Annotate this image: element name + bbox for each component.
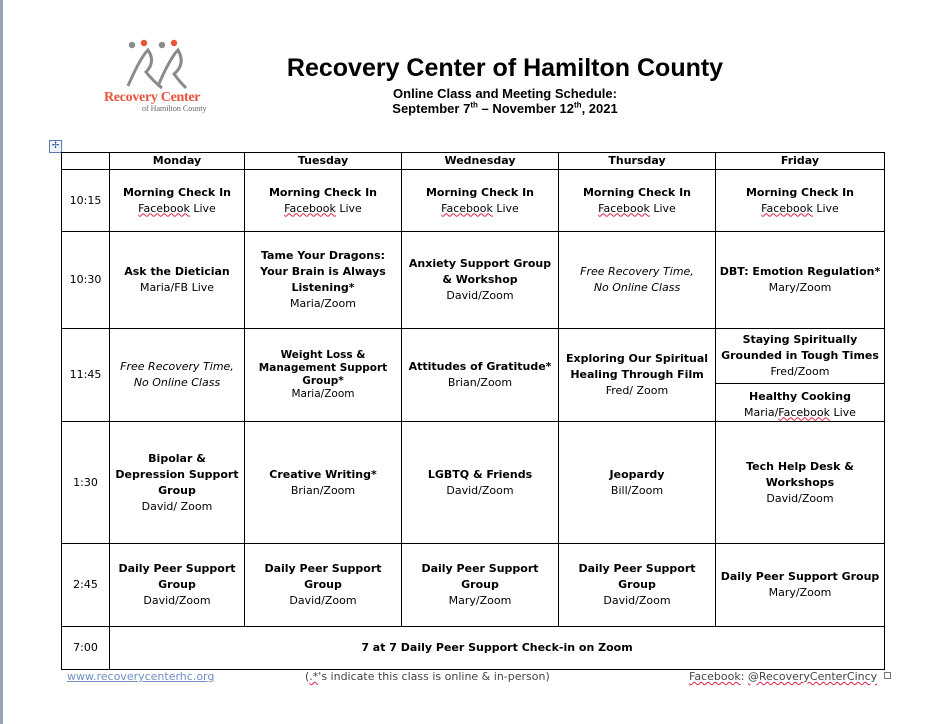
free-time-cell: Free Recovery Time, No Online Class <box>110 329 245 422</box>
free-time-cell: Free Recovery Time, No Online Class <box>559 232 716 329</box>
logo-text: Recovery Center <box>104 90 201 105</box>
class-cell: DBT: Emotion Regulation* Mary/Zoom <box>716 232 885 329</box>
class-cell: Bipolar & Depression Support Group David/ Zoom <box>110 422 245 544</box>
day-header-tuesday: Tuesday <box>245 153 402 170</box>
class-cell: Morning Check In Facebook Live <box>402 170 559 232</box>
day-header-monday: Monday <box>110 153 245 170</box>
table-resize-handle[interactable] <box>884 672 891 679</box>
table-row <box>62 329 885 422</box>
class-cell: Daily Peer Support Group Mary/Zoom <box>402 544 559 627</box>
website-link[interactable]: www.recoverycenterhc.org <box>67 670 215 683</box>
time-cell: 1:30 <box>62 422 110 544</box>
facebook-handle: Facebook: @RecoveryCenterCincy <box>689 670 878 683</box>
class-cell: Daily Peer Support Group Mary/Zoom <box>716 544 885 627</box>
class-cell: Creative Writing* Brian/Zoom <box>245 422 402 544</box>
day-header-friday: Friday <box>716 153 885 170</box>
evening-session-cell: 7 at 7 Daily Peer Support Check-in on Zoom <box>110 627 885 670</box>
class-cell: Morning Check In Facebook Live <box>110 170 245 232</box>
time-cell: 7:00 <box>62 627 110 670</box>
time-cell: 10:15 <box>62 170 110 232</box>
class-cell: Tech Help Desk & Workshops David/Zoom <box>716 422 885 544</box>
class-cell: Daily Peer Support Group David/Zoom <box>245 544 402 627</box>
day-header-wednesday: Wednesday <box>402 153 559 170</box>
header-time-cell <box>62 153 110 170</box>
class-cell: LGBTQ & Friends David/Zoom <box>402 422 559 544</box>
class-cell: Morning Check In Facebook Live <box>245 170 402 232</box>
table-header-row <box>62 153 885 170</box>
class-cell: Ask the Dietician Maria/FB Live <box>110 232 245 329</box>
table-row <box>62 627 885 670</box>
day-header-thursday: Thursday <box>559 153 716 170</box>
page-title: Recovery Center of Hamilton County <box>286 54 724 82</box>
class-cell: Daily Peer Support Group David/Zoom <box>110 544 245 627</box>
split-class-cell <box>716 329 885 422</box>
time-cell: 11:45 <box>62 329 110 422</box>
class-block: Healthy Cooking Maria/Facebook Live <box>744 389 856 419</box>
page-subtitle <box>300 86 710 116</box>
class-cell: Morning Check In Facebook Live <box>716 170 885 232</box>
class-cell: Anxiety Support Group & Workshop David/Zoom <box>402 232 559 329</box>
time-cell: 2:45 <box>62 544 110 627</box>
class-cell: Weight Loss & Management Support Group* Maria/Zoom <box>245 329 402 422</box>
schedule-heading: Online Class and Meeting Schedule: <box>393 86 617 101</box>
schedule-dates: September 7th – November 12th, 2021 <box>392 100 618 116</box>
class-cell: Daily Peer Support Group David/Zoom <box>559 544 716 627</box>
table-row <box>62 544 885 627</box>
table-row <box>62 170 885 232</box>
window-edge <box>0 0 3 724</box>
class-block: Staying Spiritually Grounded in Tough Times Fred/Zoom <box>716 330 884 384</box>
table-row <box>62 232 885 329</box>
class-cell: Morning Check In Facebook Live <box>559 170 716 232</box>
time-cell: 10:30 <box>62 232 110 329</box>
table-move-handle-icon[interactable]: ✢ <box>49 140 62 153</box>
table-row <box>62 422 885 544</box>
schedule-table <box>61 152 885 670</box>
class-cell: Exploring Our Spiritual Healing Through Film Fred/ Zoom <box>559 329 716 422</box>
class-cell: Attitudes of Gratitude* Brian/Zoom <box>402 329 559 422</box>
class-cell: Tame Your Dragons: Your Brain is Always Listening* Maria/Zoom <box>245 232 402 329</box>
class-cell: Jeopardy Bill/Zoom <box>559 422 716 544</box>
footer-note: (.*'s indicate this class is online & in-person) <box>305 670 550 683</box>
logo-subtext: of Hamilton County <box>142 104 207 113</box>
